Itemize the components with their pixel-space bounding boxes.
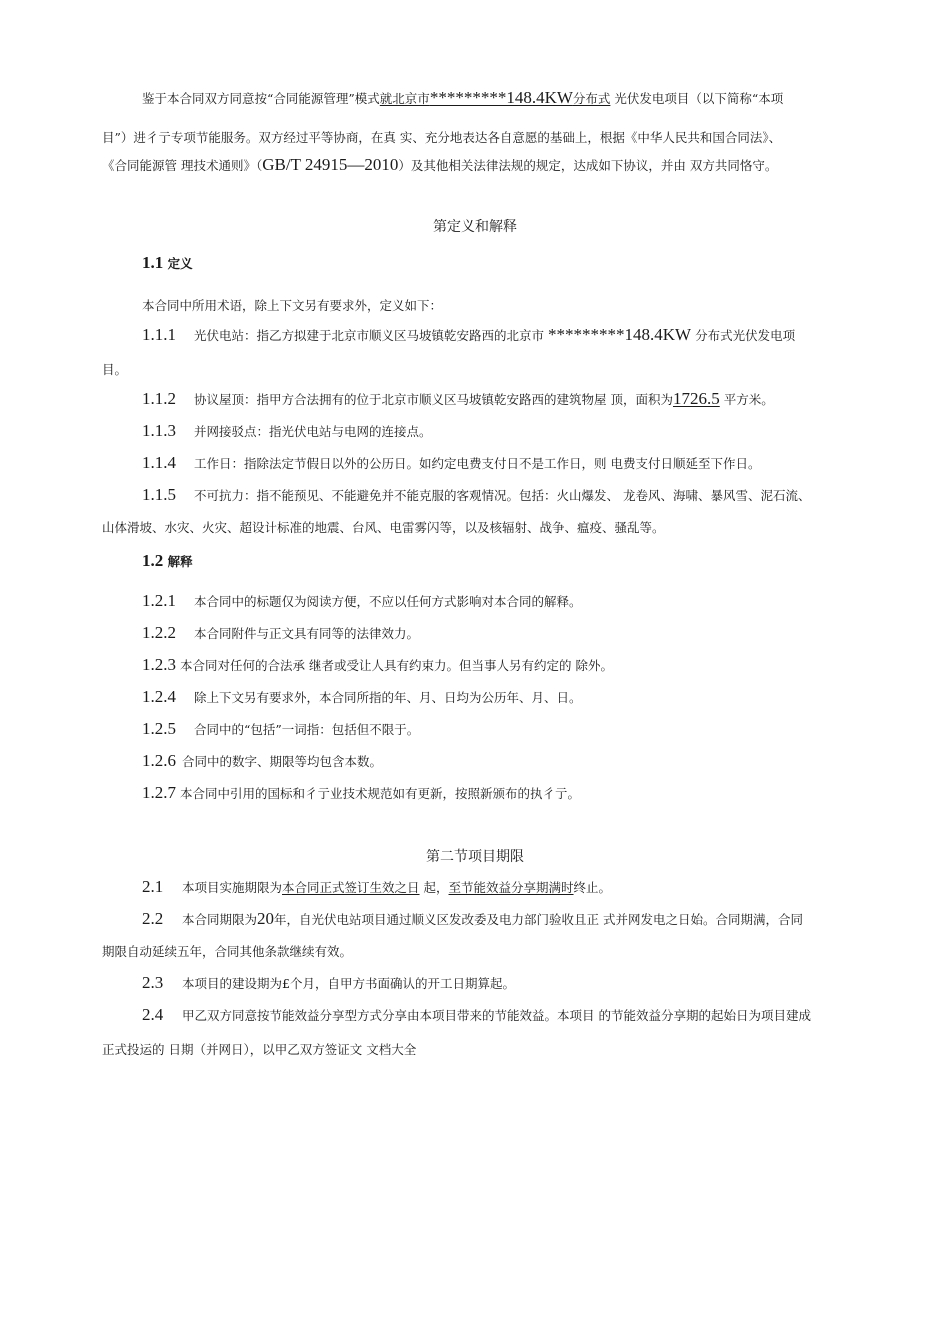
item-1-1-5 <box>142 485 810 505</box>
item-number: 2.2 <box>142 909 164 928</box>
item-1-2-7 <box>142 783 580 803</box>
item-2-4-cont: 正式投运的 日期（并网日），以甲乙双方签证文 文档大全 <box>102 1042 417 1057</box>
item-text: 本项目的建设期为£个月，自甲方书面确认的开工日期算起。 <box>182 976 515 991</box>
item-1-1-1 <box>142 325 795 345</box>
subsection-number: 1.2 <box>142 551 164 570</box>
item-number: 1.1.1 <box>142 325 176 344</box>
item-text: 不可抗力：指不能预见、不能避免并不能克服的客观情况。包括：火山爆发、 龙卷风、海啸、暴风雪、泥石流、 <box>194 488 811 503</box>
standard-number: GB/T 24915—2010 <box>262 155 399 174</box>
item-1-1-2 <box>142 389 774 409</box>
item-1-2-1 <box>142 591 582 611</box>
item-capacity: *********148.4KW <box>548 325 692 344</box>
item-2-3 <box>142 973 515 993</box>
item-text: 本项目实施期限为 <box>182 880 283 895</box>
item-underlined-text: 至节能效益分享期满时 <box>448 880 574 895</box>
item-1-2-4 <box>142 687 582 707</box>
item-number: 1.1.3 <box>142 421 176 440</box>
item-number: 1.2.1 <box>142 591 176 610</box>
intro-text: 《合同能源管 理技术通则》（ <box>102 158 263 173</box>
intro-text-tail: ）及其他相关法律法规的规定，达成如下协议，并由 双方共同恪守。 <box>398 158 778 173</box>
intro-line-2 <box>102 128 781 146</box>
item-text: 甲乙双方同意按节能效益分享型方式分享由本项目带来的节能效益。本项目 的节能效益分享期的起始日为项目建成 <box>182 1008 811 1023</box>
item-text: 光伏电站：指乙方拟建于北京市顺义区马坡镇乾安路西的北京市 <box>194 328 545 343</box>
item-1-2-3 <box>142 655 613 675</box>
item-1-1-1-cont: 目。 <box>102 362 128 377</box>
item-text: 分布式光伏发电项 <box>695 328 796 343</box>
intro-text: 目”）进彳亍专项节能服务。双方经过平等协商，在真 实、充分地表达各自意愿的基础上，根据《中华人民共和国合同法》、 <box>102 130 782 145</box>
item-text: 本合同中的标题仅为阅读方便，不应以任何方式影响对本合同的解释。 <box>194 594 582 609</box>
section-1-title: 第定义和解释 <box>433 219 517 235</box>
item-text: 合同中的数字、期限等均包含本数。 <box>182 754 383 769</box>
intro-text: 鉴于本合同双方同意按“合同能源管理”模式 <box>142 91 380 106</box>
item-2-2 <box>142 909 803 929</box>
item-1-2-2 <box>142 623 419 643</box>
item-text: 年，自光伏电站项目通过顺义区发改委及电力部门验收且正 式并网发电之日始。合同期满，合同 <box>274 912 803 927</box>
item-number: 1.2.3 <box>142 655 176 674</box>
item-text: 协议屋顶：指甲方合法拥有的位于北京市顺义区马坡镇乾安路西的建筑物屋 顶，面积为 <box>194 392 673 407</box>
item-1-1-5-cont: 山体滑坡、水灾、火灾、超设计标准的地震、台风、电雷雾闪等，以及核辐射、战争、瘟疫、骚乱等。 <box>102 520 665 535</box>
intro-text-tail: 光伏发电项目（以下简称“本项 <box>610 91 784 106</box>
item-text: 并网接驳点：指光伏电站与电网的连接点。 <box>194 424 432 439</box>
item-number: 2.3 <box>142 973 164 992</box>
subsection-label: 解释 <box>167 554 193 569</box>
item-text: 除上下文另有要求外，本合同所指的年、月、日均为公历年、月、日。 <box>194 690 582 705</box>
item-text: 本合同附件与正文具有同等的法律效力。 <box>194 626 420 641</box>
item-text: 终止。 <box>573 880 612 895</box>
item-number: 1.1.2 <box>142 389 176 408</box>
item-text: 起， <box>419 880 449 895</box>
item-text: 合同中的“包括”一词指：包括但不限于。 <box>194 722 420 737</box>
item-number: 2.1 <box>142 877 164 896</box>
item-1-1-4 <box>142 453 760 473</box>
item-number: 1.2.4 <box>142 687 176 706</box>
section-2-title: 第二节项目期限 <box>426 849 524 865</box>
item-2-2-cont: 期限自动延续五年，合同其他条款继续有效。 <box>102 944 353 959</box>
item-number: 1.1.4 <box>142 453 176 472</box>
subsection-1-1-heading <box>142 253 193 273</box>
item-text: 本合同对任何的合法承 继者或受让人具有约束力。但当事人另有约定的 除外。 <box>180 658 613 673</box>
item-number: 1.1.5 <box>142 485 176 504</box>
intro-underlined-type: 分布式 <box>572 91 611 106</box>
item-2-1 <box>142 877 611 897</box>
item-text: 本合同中引用的国标和彳亍业技术规范如有更新，按照新颁布的执彳亍。 <box>180 786 581 801</box>
definitions-intro: 本合同中所用术语，除上下文另有要求外，定义如下： <box>142 298 443 313</box>
item-1-2-5 <box>142 719 419 739</box>
subsection-number: 1.1 <box>142 253 164 272</box>
item-number: 1.2.6 <box>142 751 176 770</box>
roof-area-value: 1726.5 <box>672 389 720 408</box>
intro-capacity: *********148.4KW <box>429 88 573 107</box>
item-2-4 <box>142 1005 811 1025</box>
item-text: 本合同期限为 <box>182 912 258 927</box>
item-1-1-3 <box>142 421 432 441</box>
contract-years: 20 <box>257 909 275 928</box>
intro-underlined-location: 就北京市 <box>379 91 430 106</box>
item-underlined-text: 本合同正式签订生效之日 <box>282 880 420 895</box>
item-text: 工作日：指除法定节假日以外的公历日。如约定电费支付日不是工作日，则 电费支付日顺延至下作日。 <box>194 456 761 471</box>
item-number: 1.2.7 <box>142 783 176 802</box>
intro-line-3 <box>102 155 777 175</box>
intro-line-1 <box>142 88 783 108</box>
item-1-2-6 <box>142 751 382 771</box>
item-number: 2.4 <box>142 1005 164 1024</box>
item-text: 平方米。 <box>723 392 774 407</box>
subsection-label: 定义 <box>167 256 193 271</box>
subsection-1-2-heading <box>142 551 193 571</box>
item-number: 1.2.2 <box>142 623 176 642</box>
item-number: 1.2.5 <box>142 719 176 738</box>
